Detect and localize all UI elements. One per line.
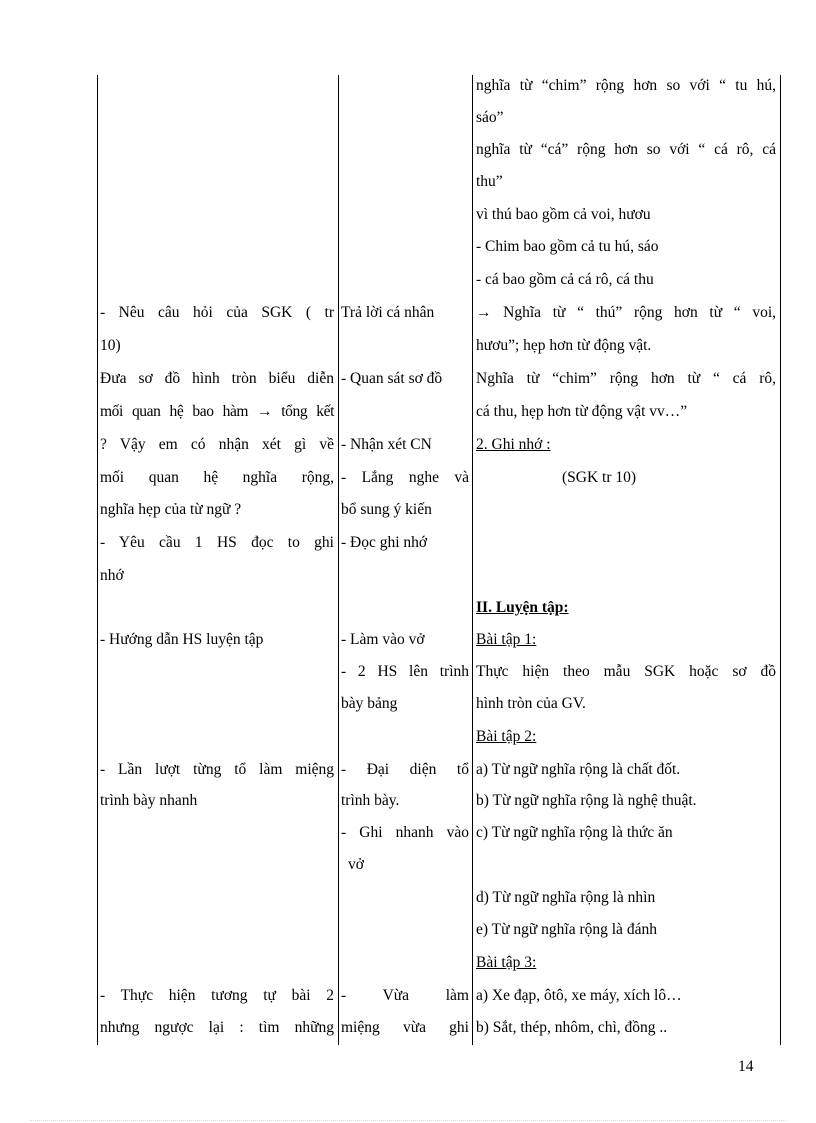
col3-line: nghĩa từ “cá” rộng hơn so với “ cá rô, cá xyxy=(476,141,776,158)
col3-line: c) Từ ngữ nghĩa rộng là thức ăn xyxy=(476,824,673,841)
exercise-3-heading: Bài tập 3: xyxy=(476,954,537,971)
col1-line: - Thực hiện tương tự bài 2 xyxy=(100,987,334,1004)
page-number: 14 xyxy=(738,1058,754,1075)
col1-line: - Hướng dẫn HS luyện tập xyxy=(100,631,264,648)
col1-line: mối quan hệ bao hàm → tổng kết xyxy=(100,403,334,420)
col3-line: → Nghĩa từ “ thú” rộng hơn từ “ voi, xyxy=(476,304,776,321)
col3-line: b) Từ ngữ nghĩa rộng là nghệ thuật. xyxy=(476,792,697,809)
col1-line: mối quan hệ nghĩa rộng, xyxy=(100,469,334,486)
ghi-nho-reference: (SGK tr 10) xyxy=(562,469,637,486)
ghi-nho-heading: 2. Ghi nhớ : xyxy=(476,436,551,453)
table-border-right xyxy=(780,75,781,1045)
col3-line: sáo” xyxy=(476,109,504,126)
col2-line: - Vừa làm xyxy=(341,987,469,1004)
col2-line: bổ sung ý kiến xyxy=(341,501,432,518)
col3-line: - Chim bao gồm cả tu hú, sáo xyxy=(476,238,659,255)
col1-line: trình bày nhanh xyxy=(100,792,198,809)
col3-line: b) Sắt, thép, nhôm, chì, đồng .. xyxy=(476,1019,668,1036)
col3-line: thu” xyxy=(476,173,503,190)
col3-line: e) Từ ngữ nghĩa rộng là đánh xyxy=(476,921,657,938)
col1-line: - Yêu cầu 1 HS đọc to ghi xyxy=(100,534,334,551)
col1-line: - Nêu câu hỏi của SGK ( tr xyxy=(100,304,334,321)
page-bottom-border xyxy=(30,1120,786,1121)
exercise-2-heading: Bài tập 2: xyxy=(476,728,537,745)
col3-line: a) Từ ngữ nghĩa rộng là chất đốt. xyxy=(476,761,681,778)
col3-line: Thực hiện theo mẫu SGK hoặc sơ đồ xyxy=(476,663,776,680)
col2-line: - Lắng nghe và xyxy=(341,469,469,486)
luyen-tap-heading: II. Luyện tập: xyxy=(476,599,569,616)
col2-line: - Đại diện tổ xyxy=(341,761,469,778)
col1-line: ? Vậy em có nhận xét gì về xyxy=(100,436,334,453)
col2-line: miệng vừa ghi xyxy=(341,1019,469,1036)
col3-line: d) Từ ngữ nghĩa rộng là nhìn xyxy=(476,889,656,906)
col3-line: hình tròn của GV. xyxy=(476,695,586,712)
col2-line: Trả lời cá nhân xyxy=(341,304,435,321)
col3-line: Nghĩa từ “chim” rộng hơn từ “ cá rô, xyxy=(476,370,776,387)
col2-line: trình bày. xyxy=(341,792,400,809)
col1-line: nhưng ngược lại : tìm những xyxy=(100,1019,334,1036)
col3-line: cá thu, hẹp hơn từ động vật vv…” xyxy=(476,403,688,420)
col2-line: - 2 HS lên trình xyxy=(341,663,469,680)
column-divider-2 xyxy=(472,75,473,1045)
col3-line: - cá bao gồm cả cá rô, cá thu xyxy=(476,271,654,288)
col2-line: bày bảng xyxy=(341,695,398,712)
col3-line: a) Xe đạp, ôtô, xe máy, xích lô… xyxy=(476,987,682,1004)
col2-line: - Làm vào vở xyxy=(341,631,425,648)
col2-line: - Nhận xét CN xyxy=(341,436,432,453)
col1-line: - Lần lượt từng tổ làm miệng xyxy=(100,761,334,778)
column-divider-1 xyxy=(338,75,339,1045)
col1-line: nhớ xyxy=(100,567,124,584)
col2-line: - Đọc ghi nhớ xyxy=(341,534,428,551)
col2-line: - Ghi nhanh vào xyxy=(341,824,469,841)
col2-line: vở xyxy=(348,856,364,873)
table-border-left xyxy=(97,75,98,1045)
col3-line: vì thú bao gồm cả voi, hươu xyxy=(476,206,651,223)
col3-line: nghĩa từ “chim” rộng hơn so với “ tu hú, xyxy=(476,77,776,94)
col1-line: 10) xyxy=(100,337,121,354)
col3-line: hươu”; hẹp hơn từ động vật. xyxy=(476,337,652,354)
col1-line: nghĩa hẹp của từ ngữ ? xyxy=(100,501,242,518)
col1-line: Đưa sơ đồ hình tròn biểu diễn xyxy=(100,370,334,387)
exercise-1-heading: Bài tập 1: xyxy=(476,631,537,648)
col2-line: - Quan sát sơ đồ xyxy=(341,370,443,387)
